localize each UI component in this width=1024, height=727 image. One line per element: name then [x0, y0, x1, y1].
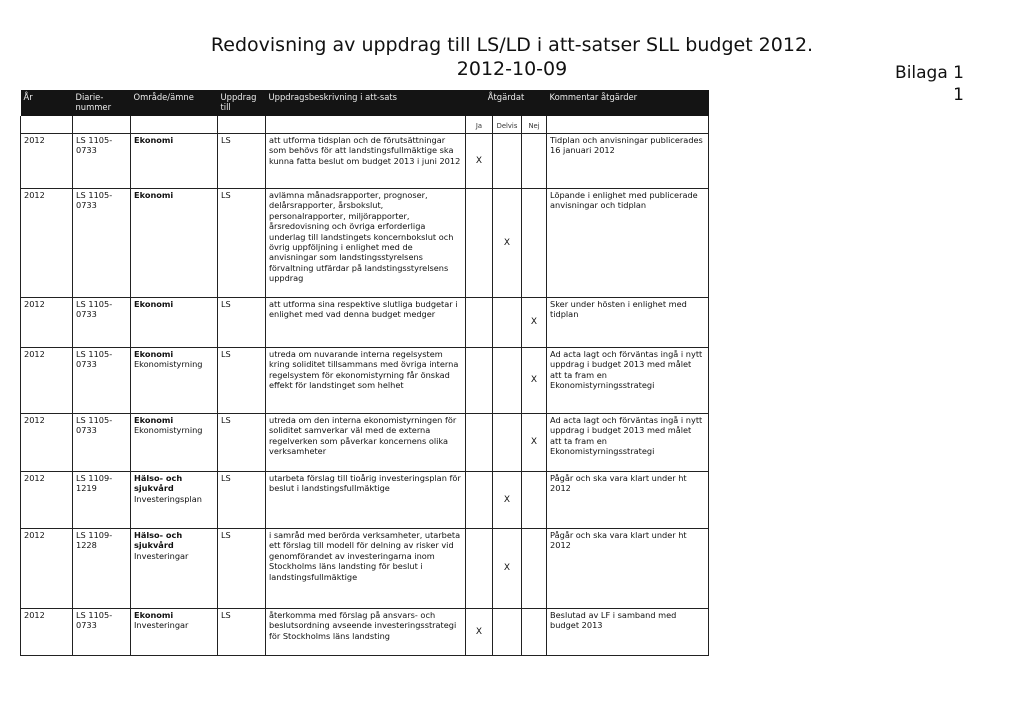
row-delvis-mark	[493, 298, 522, 348]
table-header-row	[21, 90, 709, 116]
row-diarie-line2: 0733	[76, 425, 97, 436]
row-ja-mark: X	[466, 609, 493, 656]
row-description: återkomma med förslag på ansvars- och beslutsordning avseende investeringsstrategi för Stockholms läns landsting	[266, 609, 466, 656]
col-uppdrag	[218, 90, 266, 116]
row-area-title: Ekonomi	[134, 610, 174, 620]
row-diarie-line2: 1228	[76, 540, 97, 551]
row-ja-mark	[466, 529, 493, 609]
row-year: 2012	[21, 348, 73, 414]
assignments-table	[20, 90, 709, 656]
row-nej-mark	[522, 529, 547, 609]
row-year: 2012	[21, 609, 73, 656]
row-area-title: Ekonomi	[134, 135, 174, 145]
col-comment: Kommentar åtgärder	[547, 90, 709, 116]
row-ja-mark	[466, 472, 493, 529]
row-area-sub: Ekonomistyrning	[134, 425, 203, 436]
table-subheader-row	[21, 116, 709, 134]
row-area-title: Hälso- och sjukvård	[134, 530, 183, 551]
row-diarie-line2: 0733	[76, 620, 97, 631]
row-delvis-mark	[493, 609, 522, 656]
table-row	[21, 348, 709, 414]
row-area-title: Ekonomi	[134, 299, 174, 309]
row-ja-mark	[466, 414, 493, 472]
row-diarie	[73, 472, 131, 529]
col-uppdrag-line2: till	[220, 102, 231, 113]
col-area: Område/ämne	[131, 90, 218, 116]
row-delvis-mark: X	[493, 529, 522, 609]
row-diarie	[73, 134, 131, 189]
row-year: 2012	[21, 472, 73, 529]
col-year: År	[21, 90, 73, 116]
row-diarie-line1: LS 1105-	[76, 349, 113, 359]
appendix-number: 1	[953, 85, 964, 105]
row-diarie-line1: LS 1105-	[76, 135, 113, 145]
row-description: i samråd med berörda verksamheter, utarbeta ett förslag till modell för delning av risker vid genomförandet av investeringarna inom Stockholms läns landsting för beslut i landstingsfullmäktige	[266, 529, 466, 609]
row-nej-mark	[522, 134, 547, 189]
row-nej-mark	[522, 609, 547, 656]
col-diarie	[73, 90, 131, 116]
row-nej-mark: X	[522, 348, 547, 414]
row-comment: Löpande i enlighet med publicerade anvisningar och tidplan	[547, 189, 709, 298]
row-delvis-mark	[493, 134, 522, 189]
row-delvis-mark: X	[493, 472, 522, 529]
row-area	[131, 472, 218, 529]
row-diarie-line2: 0733	[76, 145, 97, 156]
col-uppdrag-line1: Uppdrag	[220, 92, 257, 102]
col-diarie-line1: Diarie-	[75, 92, 104, 102]
row-area-title: Ekonomi	[134, 349, 174, 359]
row-year: 2012	[21, 529, 73, 609]
row-year: 2012	[21, 189, 73, 298]
row-description: att utforma tidsplan och de förutsättningar som behövs för att landstingsfullmäktige ska kunna fatta beslut om budget 2013 i juni 2012	[266, 134, 466, 189]
row-nej-mark	[522, 189, 547, 298]
row-area	[131, 609, 218, 656]
row-comment: Pågår och ska vara klart under ht 2012	[547, 472, 709, 529]
row-year: 2012	[21, 298, 73, 348]
row-year: 2012	[21, 134, 73, 189]
row-uppdrag: LS	[218, 609, 266, 656]
row-area	[131, 134, 218, 189]
row-ja-mark	[466, 348, 493, 414]
row-comment: Ad acta lagt och förväntas ingå i nytt uppdrag i budget 2013 med målet att ta fram en Ekonomistyrningsstrategi	[547, 348, 709, 414]
row-diarie	[73, 529, 131, 609]
row-delvis-mark: X	[493, 189, 522, 298]
table-row	[21, 134, 709, 189]
table-body	[21, 134, 709, 656]
row-description: avlämna månadsrapporter, prognoser, delårsrapporter, årsbokslut, personalrapporter, miljörapporter, årsredovisning och övriga erforderliga underlag till landstingets koncernbokslut och övrig uppföljning i enlighet med de anvisningar som landstingsstyrelsens förvaltning utfärdar på landstingsstyrelsens uppdrag	[266, 189, 466, 298]
row-diarie-line1: LS 1105-	[76, 610, 113, 620]
row-comment: Beslutad av LF i samband med budget 2013	[547, 609, 709, 656]
row-uppdrag: LS	[218, 348, 266, 414]
row-diarie-line1: LS 1105-	[76, 190, 113, 200]
row-area-sub: Ekonomistyrning	[134, 359, 203, 370]
col-nej: Nej	[522, 116, 547, 134]
col-ja: Ja	[466, 116, 493, 134]
col-description: Uppdragsbeskrivning i att-sats	[266, 90, 466, 116]
appendix-label	[895, 62, 964, 106]
document-title: Redovisning av uppdrag till LS/LD i att-satser SLL budget 2012.	[210, 34, 814, 56]
row-diarie-line2: 0733	[76, 309, 97, 320]
row-comment: Ad acta lagt och förväntas ingå i nytt uppdrag i budget 2013 med målet att ta fram en Ekonomistyrningsstrategi	[547, 414, 709, 472]
col-diarie-line2: nummer	[75, 102, 112, 113]
row-nej-mark: X	[522, 414, 547, 472]
row-comment: Sker under hösten i enlighet med tidplan	[547, 298, 709, 348]
row-area-title: Ekonomi	[134, 415, 174, 425]
row-ja-mark	[466, 189, 493, 298]
row-diarie-line1: LS 1105-	[76, 415, 113, 425]
row-area	[131, 414, 218, 472]
table-row	[21, 609, 709, 656]
row-diarie-line1: LS 1109-	[76, 473, 113, 483]
row-nej-mark	[522, 472, 547, 529]
row-diarie	[73, 298, 131, 348]
row-delvis-mark	[493, 348, 522, 414]
row-area	[131, 298, 218, 348]
row-diarie-line2: 1219	[76, 483, 97, 494]
row-uppdrag: LS	[218, 529, 266, 609]
row-diarie-line1: LS 1105-	[76, 299, 113, 309]
row-description: utreda om den interna ekonomistyrningen för soliditet samverkar väl med de externa regelverken som påverkar koncernens olika verksamheter	[266, 414, 466, 472]
row-year: 2012	[21, 414, 73, 472]
document-date: 2012-10-09	[456, 58, 568, 80]
row-diarie	[73, 414, 131, 472]
col-delvis: Delvis	[493, 116, 522, 134]
row-uppdrag: LS	[218, 472, 266, 529]
row-area-title: Ekonomi	[134, 190, 174, 200]
table-row	[21, 472, 709, 529]
row-area-title: Hälso- och sjukvård	[134, 473, 183, 494]
row-comment: Pågår och ska vara klart under ht 2012	[547, 529, 709, 609]
row-ja-mark	[466, 298, 493, 348]
row-description: att utforma sina respektive slutliga budgetar i enlighet med vad denna budget medger	[266, 298, 466, 348]
appendix-title: Bilaga 1	[895, 63, 964, 83]
row-uppdrag: LS	[218, 134, 266, 189]
row-area	[131, 189, 218, 298]
col-atgardat: Åtgärdat	[466, 90, 547, 116]
row-description: utreda om nuvarande interna regelsystem kring soliditet tillsammans med övriga interna regelsystem för ekonomistyrning får önskad effekt för landstinget som helhet	[266, 348, 466, 414]
row-diarie	[73, 609, 131, 656]
row-diarie	[73, 348, 131, 414]
row-delvis-mark	[493, 414, 522, 472]
row-area-sub: Investeringar	[134, 550, 189, 561]
row-description: utarbeta förslag till tioårig investeringsplan för beslut i landstingsfullmäktige	[266, 472, 466, 529]
row-diarie-line2: 0733	[76, 359, 97, 370]
row-uppdrag: LS	[218, 298, 266, 348]
row-comment: Tidplan och anvisningar publicerades 16 januari 2012	[547, 134, 709, 189]
row-uppdrag: LS	[218, 189, 266, 298]
row-ja-mark: X	[466, 134, 493, 189]
row-area	[131, 348, 218, 414]
row-nej-mark: X	[522, 298, 547, 348]
row-area	[131, 529, 218, 609]
row-diarie	[73, 189, 131, 298]
table-row	[21, 189, 709, 298]
row-area-sub: Investeringsplan	[134, 493, 202, 504]
table-row	[21, 529, 709, 609]
row-area-sub: Investeringar	[134, 620, 189, 631]
row-uppdrag: LS	[218, 414, 266, 472]
table-row	[21, 298, 709, 348]
row-diarie-line1: LS 1109-	[76, 530, 113, 540]
row-diarie-line2: 0733	[76, 200, 97, 211]
table-row	[21, 414, 709, 472]
